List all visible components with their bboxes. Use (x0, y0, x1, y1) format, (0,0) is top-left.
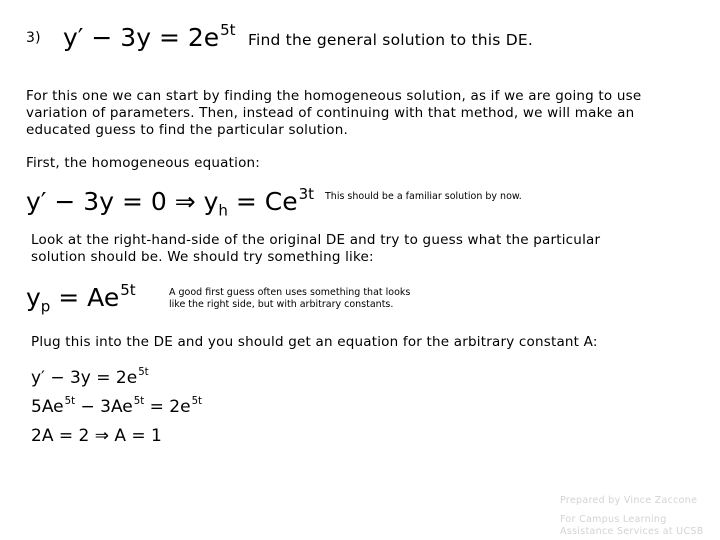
plug-eq2-c-exponent: 5t (191, 396, 203, 408)
credit-line-1: Prepared by Vince Zaccone (560, 495, 698, 506)
plug-eq2-b: − 3Ae (75, 397, 133, 417)
credit-line-3: Assistance Services at UCSB (560, 526, 704, 537)
intro-line-3: educated guess to find the particular solution. (26, 122, 349, 138)
credit-line-2: For Campus Learning (560, 514, 667, 525)
guess-eq-rest: = Ae (50, 283, 120, 312)
plug-equation-1 (31, 367, 149, 389)
guess-eq-base: y (26, 283, 41, 312)
problem-number: 3) (26, 30, 41, 46)
plug-equation-3: 2A = 2 ⇒ A = 1 (31, 426, 162, 446)
homogeneous-label: First, the homogeneous equation: (26, 155, 261, 171)
homogeneous-eq-part2: = Ce (227, 187, 298, 216)
plug-eq2-a-exponent: 5t (64, 396, 76, 408)
homogeneous-eq-part1: y′ − 3y = 0 ⇒ y (26, 187, 219, 216)
guess-note-line-1: A good first guess often uses something that looks (169, 287, 411, 298)
problem-instruction: Find the general solution to this DE. (248, 31, 533, 49)
original-equation-main: y′ − 3y = 2e (63, 23, 220, 52)
guess-line-1: Look at the right-hand-side of the original DE and try to guess what the particular (31, 232, 601, 248)
plug-eq2-c: = 2e (144, 397, 191, 417)
original-equation-exponent: 5t (220, 20, 236, 39)
intro-line-2: variation of parameters. Then, instead of continuing with that method, we will make an (26, 105, 635, 121)
plug-eq2-b-exponent: 5t (133, 396, 145, 408)
guess-eq-exponent: 5t (120, 280, 136, 299)
homogeneous-equation (26, 186, 314, 218)
original-equation (63, 22, 236, 54)
homogeneous-eq-exponent: 3t (298, 184, 315, 203)
plug-eq1-exponent: 5t (138, 367, 149, 379)
homogeneous-eq-subscript: h (218, 201, 228, 220)
guess-line-2: solution should be. We should try something like: (31, 249, 374, 265)
particular-guess-equation (26, 282, 136, 314)
plug-equation-2 (31, 396, 202, 418)
intro-line-1: For this one we can start by finding the homogeneous solution, as if we are going to use (26, 88, 642, 104)
guess-note-line-2: like the right side, but with arbitrary constants. (169, 299, 394, 310)
guess-eq-subscript: p (40, 297, 51, 316)
homogeneous-note: This should be a familiar solution by now. (325, 191, 522, 202)
plug-eq2-a: 5Ae (31, 397, 64, 417)
plug-label: Plug this into the DE and you should get an equation for the arbitrary constant A: (31, 334, 598, 350)
plug-eq1-main: y′ − 3y = 2e (31, 368, 138, 388)
